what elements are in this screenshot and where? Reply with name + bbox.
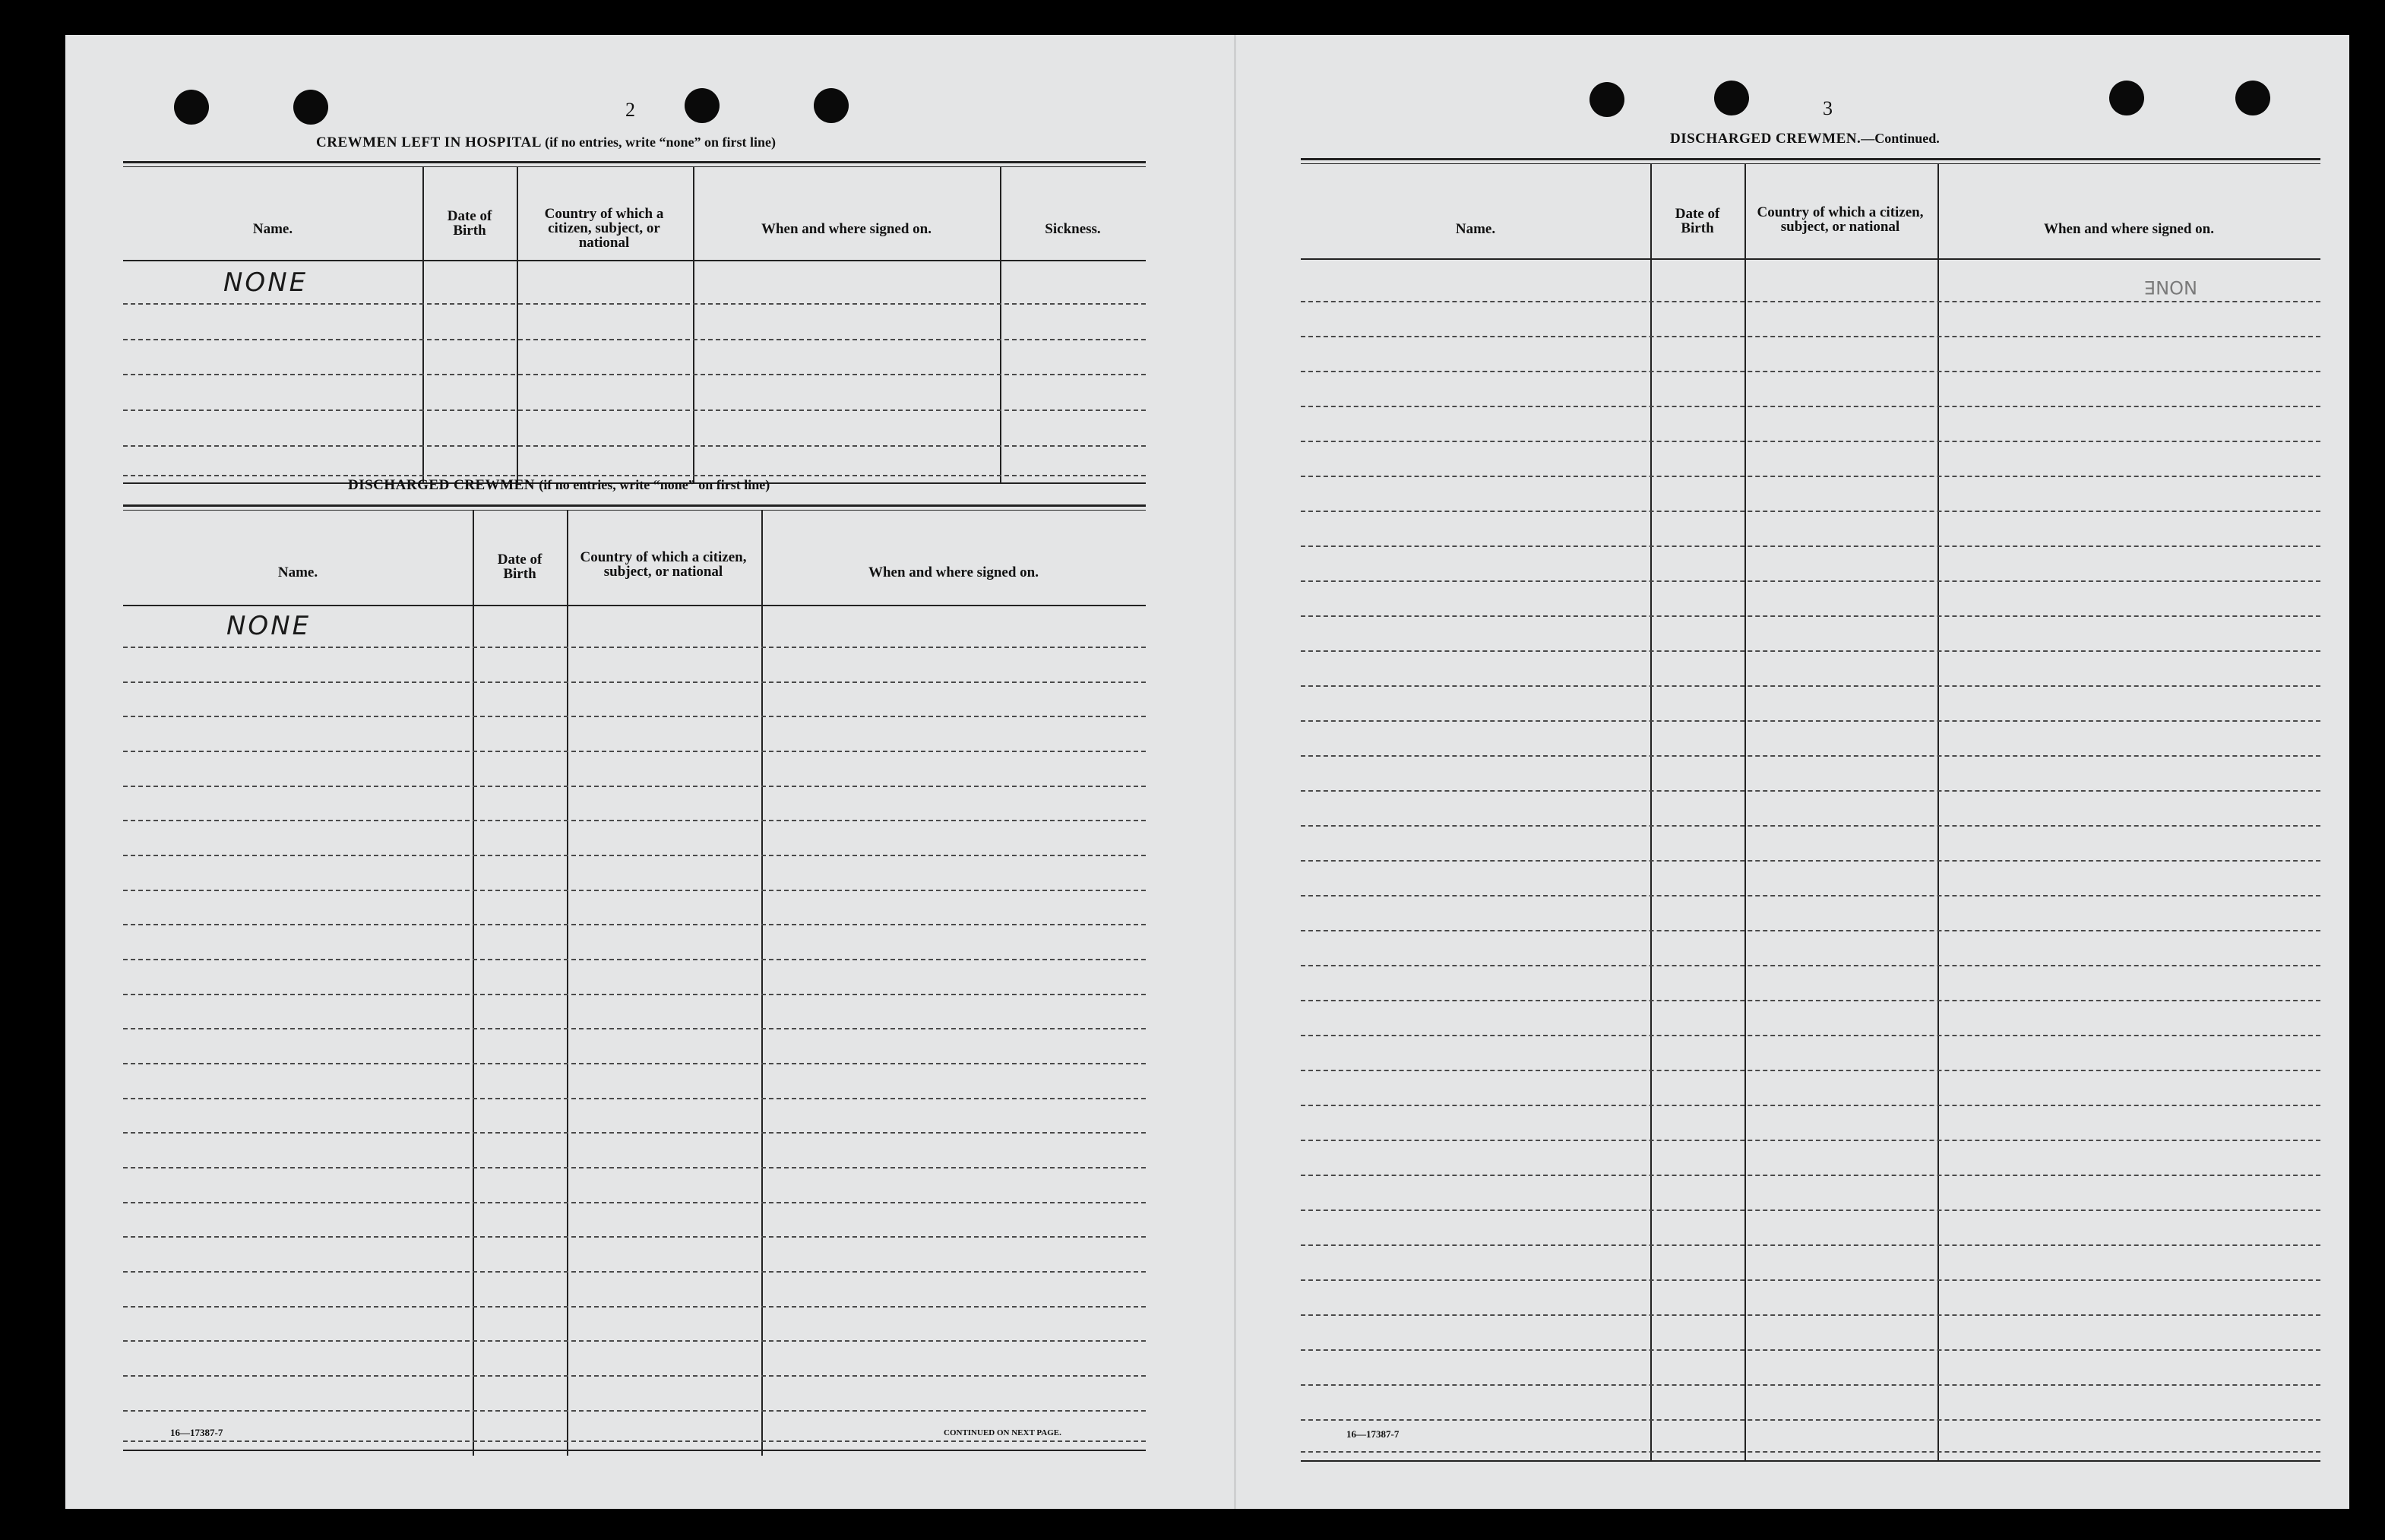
entry-line	[123, 1063, 1146, 1064]
discharged-table	[123, 504, 1146, 1454]
entry-line	[1301, 1451, 2320, 1453]
entry-line	[123, 1271, 1146, 1273]
continued-note: CONTINUED ON NEXT PAGE.	[944, 1428, 1061, 1437]
column-header-when-where: When and where signed on.	[868, 564, 1039, 580]
entry-line	[123, 1410, 1146, 1412]
entry-line	[1301, 1070, 2320, 1071]
punch-hole	[2109, 81, 2144, 115]
entry-line	[1301, 545, 2320, 547]
entry-line	[1301, 650, 2320, 652]
entry-line	[123, 890, 1146, 891]
handwritten-entry: NONE	[226, 611, 312, 641]
column-header-country: Country of which a citizen, subject, or national	[544, 206, 664, 251]
form-number: 16—17387-7	[1346, 1428, 1400, 1440]
hospital-table	[123, 161, 1146, 485]
entry-line	[123, 751, 1146, 752]
entry-line	[123, 1236, 1146, 1238]
entry-line	[1301, 1175, 2320, 1176]
discharged-title-note: (if no entries, write “none” on first line)	[539, 477, 770, 492]
entry-line	[1301, 1140, 2320, 1141]
page-number: 3	[1823, 97, 1833, 119]
entry-line	[123, 1440, 1146, 1442]
entry-line	[1301, 1105, 2320, 1106]
entry-line	[1301, 755, 2320, 757]
column-header-date-of-birth: Date of Birth	[1675, 206, 1720, 236]
document-spread	[65, 35, 2349, 1509]
entry-line	[1301, 371, 2320, 372]
entry-line	[1301, 476, 2320, 477]
punch-hole	[1714, 81, 1749, 115]
column-header-name: Name.	[252, 221, 293, 237]
entry-line	[1301, 1419, 2320, 1421]
entry-line	[1301, 336, 2320, 337]
column-header-name: Name.	[277, 564, 318, 580]
right-page	[1235, 35, 2349, 1509]
hospital-title-note: (if no entries, write “none” on first line)	[545, 134, 777, 150]
entry-line	[123, 647, 1146, 648]
entry-line	[1301, 685, 2320, 687]
entry-line	[123, 959, 1146, 960]
column-header-when-where: When and where signed on.	[761, 221, 932, 237]
entry-line	[123, 339, 1146, 340]
entry-line	[123, 1132, 1146, 1134]
entry-line	[1301, 1384, 2320, 1386]
entry-line	[123, 475, 1146, 476]
left-page	[65, 35, 1235, 1509]
entry-line	[123, 1306, 1146, 1308]
entry-line	[1301, 930, 2320, 931]
entry-line	[1301, 1244, 2320, 1246]
entry-line	[123, 374, 1146, 375]
entry-line	[123, 445, 1146, 447]
entry-line	[1301, 1279, 2320, 1281]
entry-line	[123, 924, 1146, 925]
entry-line	[1301, 1000, 2320, 1001]
column-header-date-of-birth: Date of Birth	[497, 552, 542, 582]
column-header-date-of-birth: Date of Birth	[447, 208, 492, 239]
column-header-country: Country of which a citizen, subject, or national	[1757, 204, 1924, 235]
entry-line	[1301, 1314, 2320, 1316]
entry-line	[123, 303, 1146, 305]
column-header-name: Name.	[1455, 221, 1496, 237]
entry-line	[1301, 615, 2320, 617]
entry-line	[1301, 1035, 2320, 1036]
column-header-sickness: Sickness.	[1045, 221, 1101, 237]
entry-line	[123, 1167, 1146, 1168]
handwritten-entry: NONE	[223, 267, 308, 298]
punch-hole	[174, 90, 209, 125]
entry-line	[1301, 580, 2320, 582]
punch-hole	[814, 88, 849, 123]
punch-hole	[685, 88, 720, 123]
hospital-section-title	[316, 134, 776, 151]
entry-line	[1301, 1349, 2320, 1351]
entry-line	[123, 1028, 1146, 1029]
page-number: 2	[625, 99, 635, 121]
discharged-section-title	[348, 477, 770, 494]
entry-line	[1301, 1210, 2320, 1211]
column-header-when-where: When and where signed on.	[2043, 221, 2214, 237]
entry-line	[1301, 965, 2320, 966]
entry-line	[1301, 720, 2320, 722]
entry-line	[123, 716, 1146, 717]
entry-line	[123, 855, 1146, 856]
column-header-country: Country of which a citizen, subject, or national	[580, 549, 747, 580]
entry-line	[1301, 406, 2320, 407]
continued-title-suffix: —Continued.	[1861, 131, 1940, 146]
form-number: 16—17387-7	[170, 1427, 223, 1438]
entry-line	[1301, 441, 2320, 442]
faint-bleedthrough-mark: NONE	[2144, 277, 2197, 298]
entry-line	[123, 994, 1146, 995]
entry-line	[123, 820, 1146, 821]
punch-hole	[293, 90, 328, 125]
entry-line	[1301, 825, 2320, 827]
discharged-continued-title	[1670, 131, 1940, 147]
entry-line	[123, 1375, 1146, 1377]
continued-title-text: DISCHARGED CREWMEN.	[1670, 131, 1862, 147]
entry-line	[1301, 860, 2320, 862]
entry-line	[123, 1098, 1146, 1099]
entry-line	[123, 410, 1146, 411]
discharged-continued-table	[1301, 158, 2320, 1463]
entry-line	[123, 1340, 1146, 1342]
entry-line	[1301, 511, 2320, 512]
discharged-title-text: DISCHARGED CREWMEN	[348, 477, 535, 493]
punch-hole	[2235, 81, 2270, 115]
entry-line	[123, 681, 1146, 683]
entry-line	[1301, 301, 2320, 302]
entry-line	[1301, 790, 2320, 792]
entry-line	[1301, 895, 2320, 896]
hospital-title-text: CREWMEN LEFT IN HOSPITAL	[316, 134, 541, 150]
entry-line	[123, 786, 1146, 787]
punch-hole	[1589, 82, 1624, 117]
entry-line	[123, 1202, 1146, 1203]
